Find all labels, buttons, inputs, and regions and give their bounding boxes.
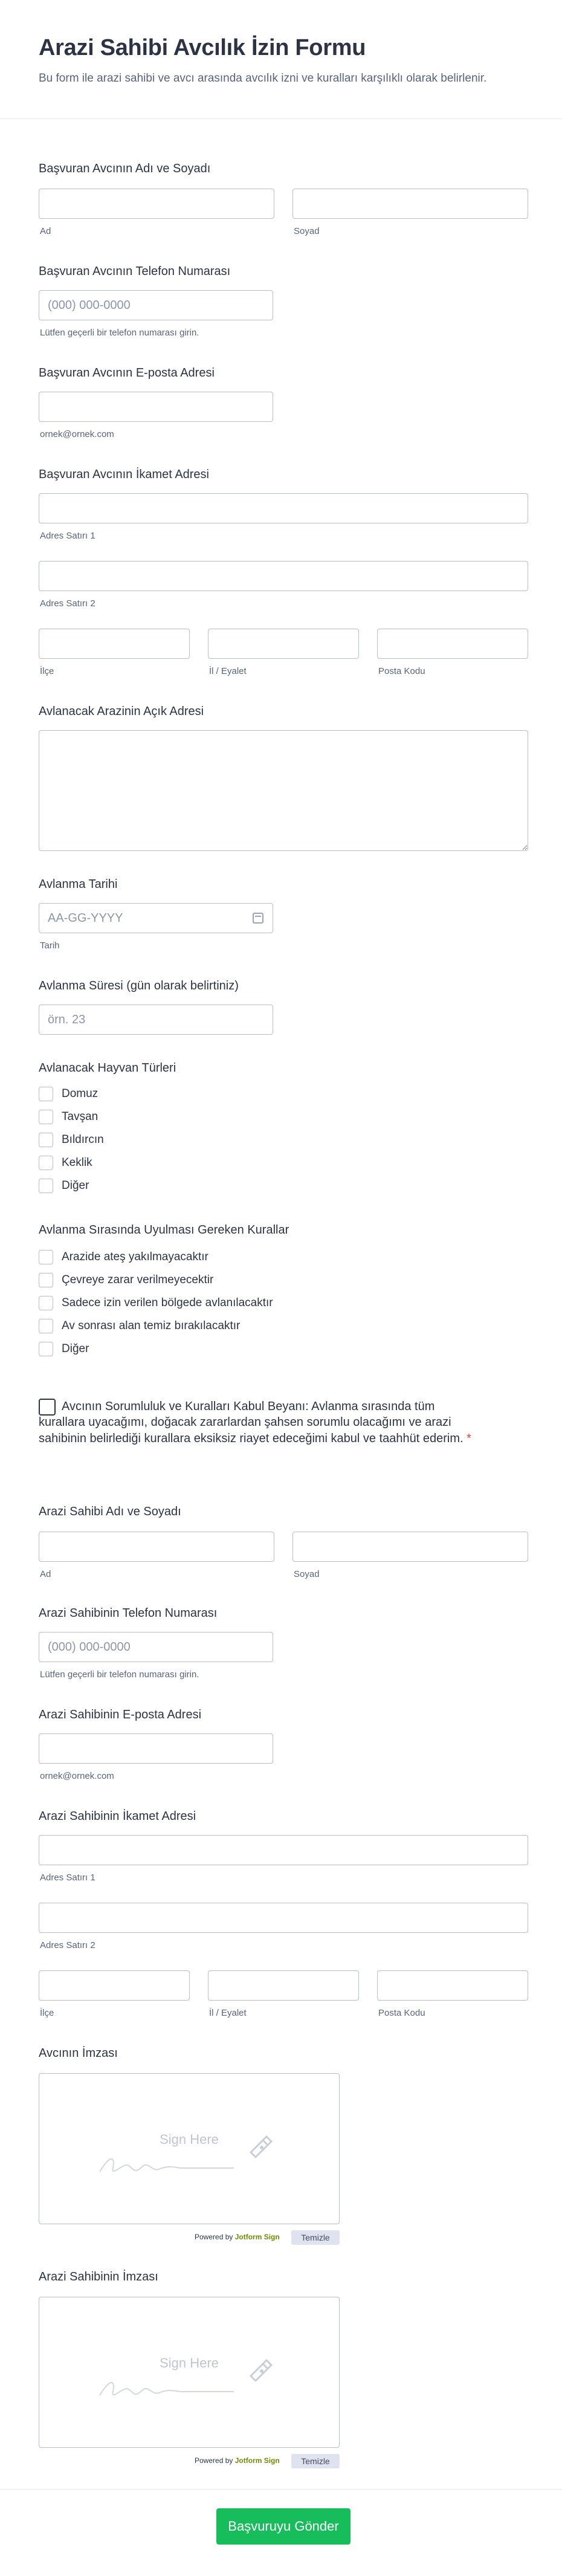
hunter-address-label: Başvuran Avcının İkamet Adresi [39,468,210,481]
owner-phone-input[interactable] [39,1632,273,1662]
option-label: Sadece izin verilen bölgede avlanılacaktır [62,1296,273,1309]
hunter-province-input[interactable] [208,629,359,659]
powered-by-text [195,2456,280,2465]
owner-address-label: Arazi Sahibinin İkamet Adresi [39,1810,196,1823]
rule-option-5[interactable] [39,1342,89,1356]
owner-postal-input[interactable] [377,1970,528,2001]
owner-district-sublabel: İlçe [40,2008,54,2018]
land-address-textarea[interactable] [39,730,528,851]
hunter-address-line1-sublabel: Adres Satırı 1 [40,531,95,541]
hunt-duration-label: Avlanma Süresi (gün olarak belirtiniz) [39,979,239,992]
checkbox[interactable] [39,1179,53,1193]
hunter-last-name-input[interactable] [292,189,528,219]
hunter-last-name-sublabel: Soyad [294,226,320,236]
hunter-first-name-input[interactable] [39,189,274,219]
owner-first-name-sublabel: Ad [40,1569,51,1579]
animal-option-domuz[interactable] [39,1087,98,1101]
owner-email-input[interactable] [39,1733,273,1764]
animal-option-diger[interactable] [39,1179,89,1193]
owner-postal-sublabel: Posta Kodu [378,2008,425,2018]
hunter-postal-input[interactable] [377,629,528,659]
owner-first-name-input[interactable] [39,1532,274,1562]
hunt-duration-input[interactable] [39,1005,273,1035]
form-description: Bu form ile arazi sahibi ve avcı arasında avcılık izni ve kuralları karşılıklı olarak belirlenir. [39,71,487,85]
rule-option-2[interactable] [39,1273,213,1287]
required-mark: * [467,1431,471,1445]
checkbox[interactable] [39,1133,53,1147]
hunter-first-name-sublabel: Ad [40,226,51,236]
rule-option-4[interactable] [39,1319,240,1333]
animals-label: Avlanacak Hayvan Türleri [39,1061,176,1075]
animal-option-keklik[interactable] [39,1156,92,1170]
powered-prefix: Powered by [195,2233,233,2241]
owner-signature-clear-button[interactable]: Temizle [291,2454,340,2468]
option-label: Çevreye zarar verilmeyecektir [62,1273,214,1286]
powered-prefix: Powered by [195,2456,233,2465]
owner-signature-label: Arazi Sahibinin İmzası [39,2270,158,2283]
jotform-sign-brand[interactable]: Jotform Sign [234,2233,280,2241]
sign-here-placeholder: Sign Here [160,2355,219,2371]
hunter-email-hint: ornek@ornek.com [40,429,114,439]
owner-phone-label: Arazi Sahibinin Telefon Numarası [39,1607,218,1620]
owner-signature-pad[interactable] [39,2297,340,2448]
signature-scribble-icon [97,2150,236,2180]
option-label: Arazide ateş yakılmayacaktır [62,1251,208,1263]
owner-province-input[interactable] [208,1970,359,2001]
hunter-signature-label: Avcının İmzası [39,2047,118,2060]
option-label: Diğer [62,1342,89,1355]
rule-option-3[interactable] [39,1296,273,1310]
sign-here-placeholder: Sign Here [160,2132,219,2147]
owner-email-hint: ornek@ornek.com [40,1771,114,1781]
owner-name-label: Arazi Sahibi Adı ve Soyadı [39,1505,181,1518]
hunter-phone-input[interactable] [39,290,273,320]
footer-divider [0,2489,562,2490]
hunter-email-input[interactable] [39,392,273,422]
hunter-phone-hint: Lütfen geçerli bir telefon numarası girin. [40,328,199,338]
hunter-signature-pad[interactable] [39,2073,340,2224]
hunter-name-label: Başvuran Avcının Adı ve Soyadı [39,162,211,175]
powered-by-text [195,2233,280,2241]
submit-button[interactable]: Başvuruyu Gönder [216,2508,350,2545]
animal-option-tavsan[interactable] [39,1110,98,1124]
checkbox[interactable] [39,1156,53,1170]
owner-phone-hint: Lütfen geçerli bir telefon numarası girin. [40,1669,199,1680]
checkbox[interactable] [39,1250,53,1264]
hunter-email-label: Başvuran Avcının E-posta Adresi [39,366,215,380]
owner-district-input[interactable] [39,1970,190,2001]
hunter-district-sublabel: İlçe [40,666,54,676]
owner-last-name-input[interactable] [292,1532,528,1562]
option-label: Keklik [62,1156,92,1169]
jotform-sign-brand[interactable]: Jotform Sign [234,2456,280,2465]
owner-address-line1-sublabel: Adres Satırı 1 [40,1872,95,1883]
hunter-province-sublabel: İl / Eyalet [209,666,247,676]
option-label: Tavşan [62,1110,99,1123]
consent-text [39,1399,474,1446]
hunter-phone-label: Başvuran Avcının Telefon Numarası [39,265,231,278]
hunter-signature-clear-button[interactable]: Temizle [291,2230,340,2245]
option-label: Av sonrası alan temiz bırakılacaktır [62,1319,241,1332]
pen-icon [247,2358,274,2382]
hunt-date-label: Avlanma Tarihi [39,878,118,891]
rule-option-1[interactable] [39,1250,208,1264]
pen-icon [247,2134,274,2158]
option-label: Bıldırcın [62,1133,104,1146]
checkbox[interactable] [39,1087,53,1101]
checkbox[interactable] [39,1342,53,1356]
checkbox[interactable] [39,1273,53,1287]
animal-option-bildircin[interactable] [39,1133,104,1147]
owner-address-line1-input[interactable] [39,1835,528,1865]
calendar-icon[interactable] [253,913,263,924]
hunter-postal-sublabel: Posta Kodu [378,666,425,676]
hunt-date-sublabel: Tarih [40,940,60,951]
hunter-district-input[interactable] [39,629,190,659]
owner-province-sublabel: İl / Eyalet [209,2008,247,2018]
rules-label: Avlanma Sırasında Uyulması Gereken Kurallar [39,1223,289,1237]
form-title: Arazi Sahibi Avcılık İzin Formu [39,35,366,60]
owner-email-label: Arazi Sahibinin E-posta Adresi [39,1708,202,1721]
owner-address-line2-sublabel: Adres Satırı 2 [40,1940,95,1950]
hunter-address-line2-input[interactable] [39,561,528,591]
owner-address-line2-input[interactable] [39,1903,528,1933]
hunter-address-line1-input[interactable] [39,493,528,523]
consent-statement: Avcının Sorumluluk ve Kuralları Kabul Beyanı: Avlanma sırasında tüm kurallara uyacağımı, doğacak zararlardan şahsen sorumlu olacağımı ve arazi sahibinin belirlediği kurallara eksiksiz riayet edeceğimi kabul ve taahhüt ederim. [39,1400,463,1445]
hunt-date-input[interactable] [39,903,273,933]
hunter-address-line2-sublabel: Adres Satırı 2 [40,598,95,609]
option-label: Diğer [62,1179,89,1192]
option-label: Domuz [62,1087,99,1100]
signature-scribble-icon [97,2374,236,2404]
form-header [0,0,562,119]
owner-last-name-sublabel: Soyad [294,1569,320,1579]
checkbox[interactable] [39,1319,53,1333]
checkbox[interactable] [39,1296,53,1310]
land-address-label: Avlanacak Arazinin Açık Adresi [39,705,204,718]
checkbox[interactable] [39,1110,53,1124]
